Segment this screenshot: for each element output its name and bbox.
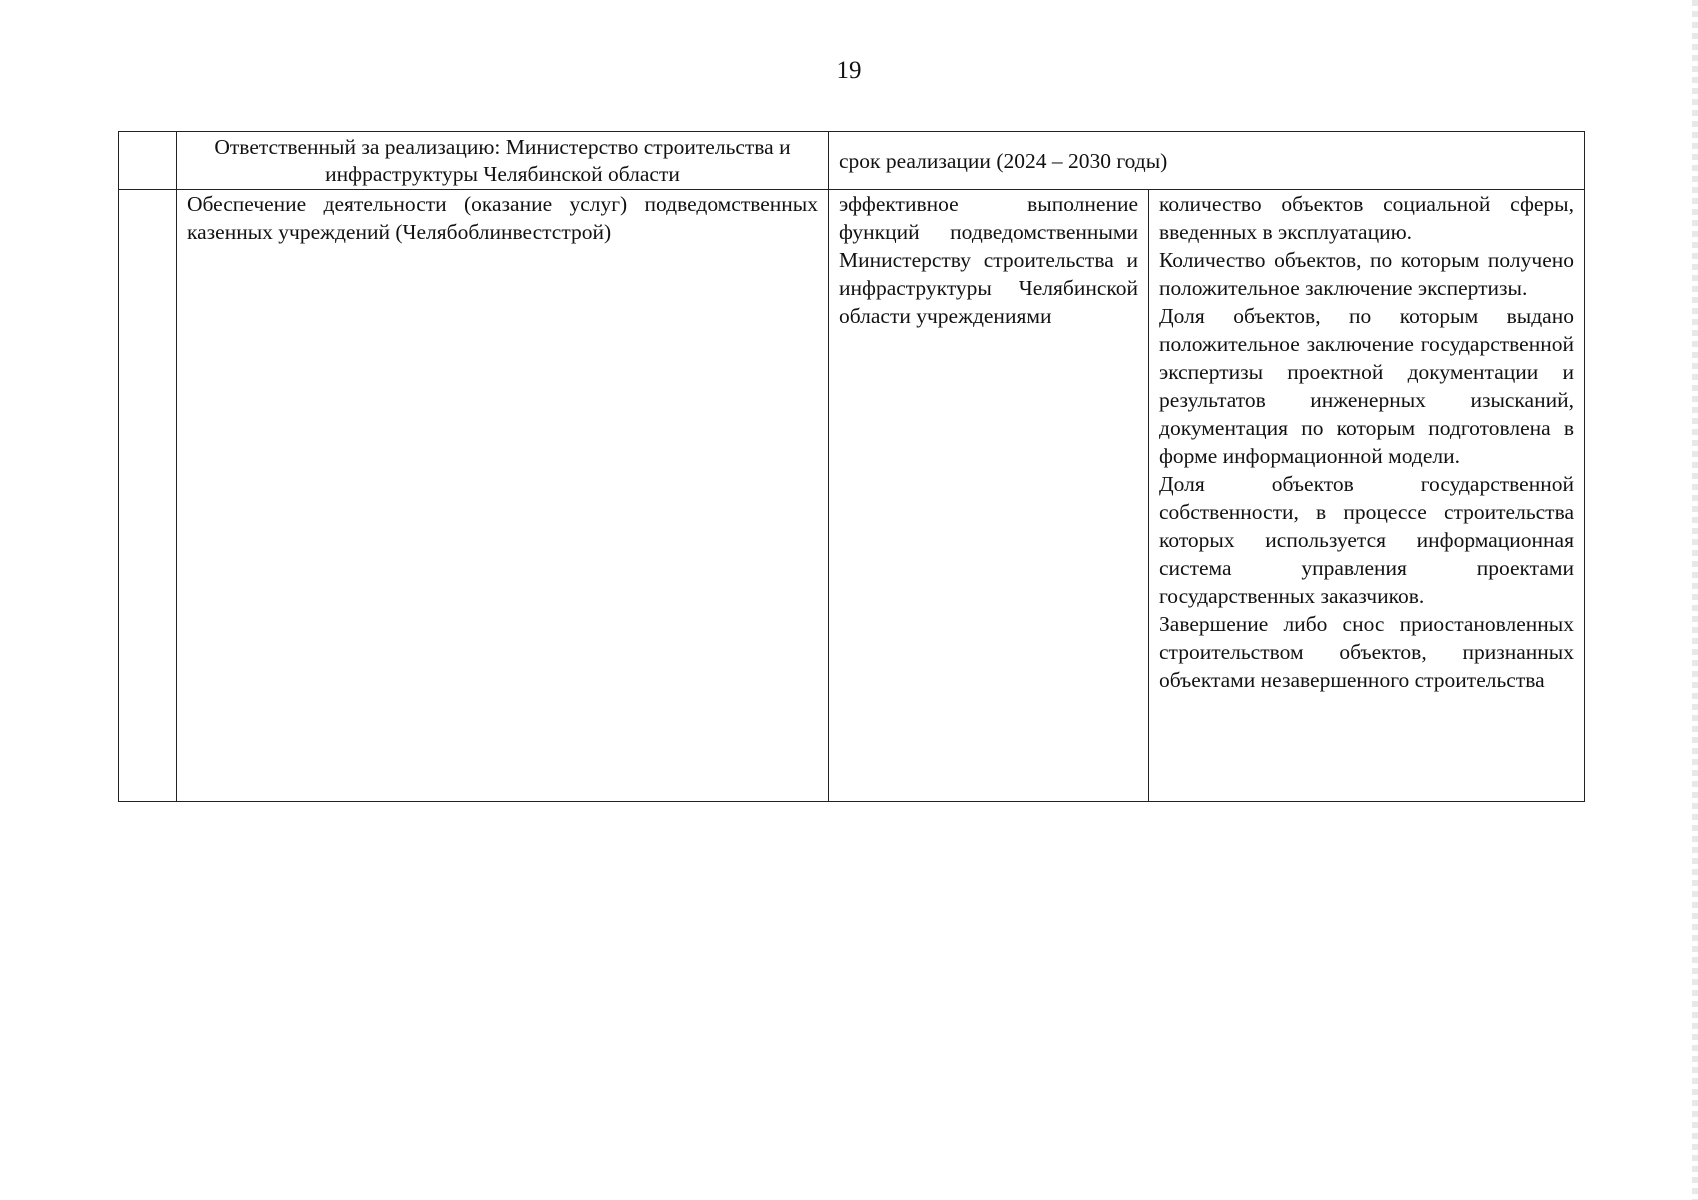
indicator-item: количество объектов социальной сферы, введенных в эксплуатацию. bbox=[1159, 192, 1574, 244]
indicators-cell bbox=[1149, 190, 1585, 802]
table-header-row bbox=[119, 132, 1585, 190]
effect-cell: эффективное выполнение функций подведомственными Министерству строительства и инфраструктуры Челябинской области учреждениями bbox=[829, 190, 1149, 802]
indicator-item: Доля объектов, по которым выдано положительное заключение государственной экспертизы проектной документации и результатов инженерных изысканий, документация по которым подготовлена в форме информационной модели. bbox=[1159, 304, 1574, 468]
row-number-cell bbox=[119, 132, 177, 190]
task-cell: Обеспечение деятельности (оказание услуг) подведомственных казенных учреждений (Челябоблинвестстрой) bbox=[177, 190, 829, 802]
term-cell: срок реализации (2024 – 2030 годы) bbox=[829, 132, 1585, 190]
responsible-cell: Ответственный за реализацию: Министерство строительства и инфраструктуры Челябинской области bbox=[177, 132, 829, 190]
row-number-cell bbox=[119, 190, 177, 802]
scan-edge-artifact bbox=[1692, 0, 1698, 1200]
indicator-item: Доля объектов государственной собственности, в процессе строительства которых используется информационная система управления проектами государственных заказчиков. bbox=[1159, 472, 1574, 608]
indicator-item: Количество объектов, по которым получено положительное заключение экспертизы. bbox=[1159, 248, 1574, 300]
indicator-item: Завершение либо снос приостановленных строительством объектов, признанных объектами незавершенного строительства bbox=[1159, 612, 1574, 692]
program-table bbox=[118, 131, 1585, 802]
page-number: 19 bbox=[836, 57, 862, 84]
table-row bbox=[119, 190, 1585, 802]
